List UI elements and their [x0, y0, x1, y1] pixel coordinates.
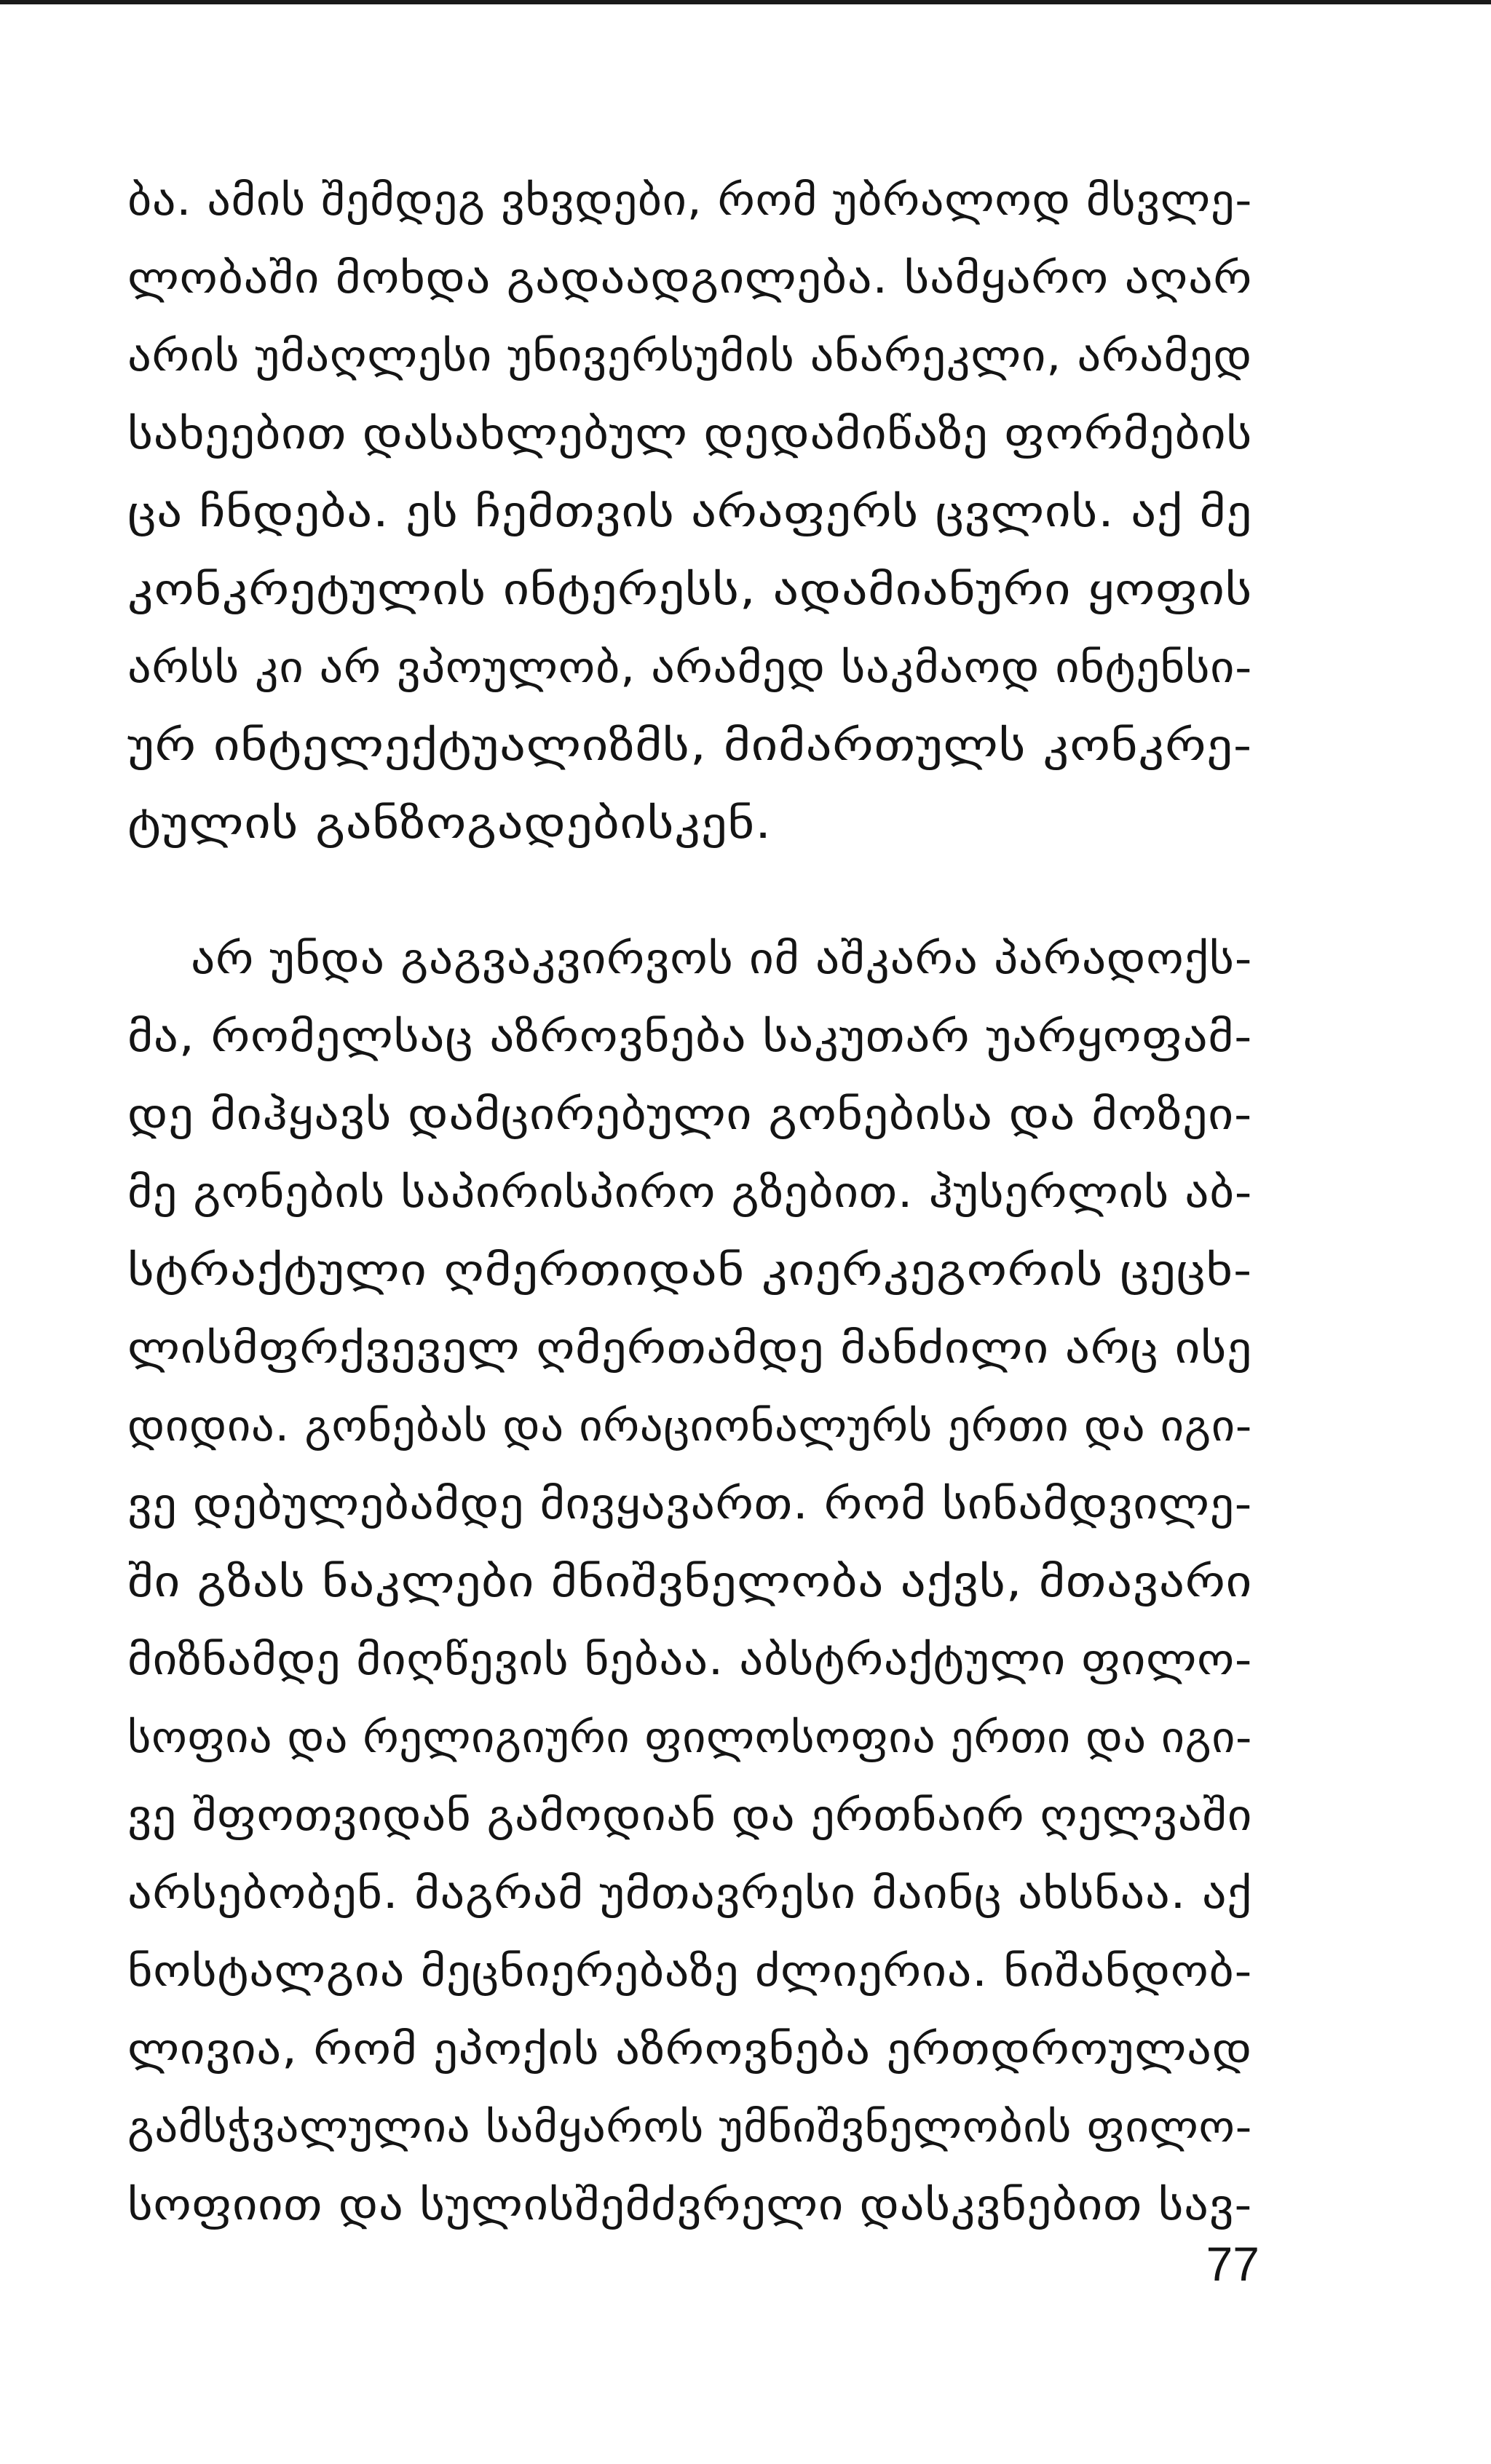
- paragraph-2-line-11: სოფია და რელიგიური ფილოსოფია ერთი და იგი-: [127, 1713, 1252, 1762]
- paragraph-2-line-16: გამსჭვალულია სამყაროს უმნიშვნელობის ფილო-: [127, 2102, 1253, 2152]
- paragraph-2-line-3: დე მიჰყავს დამცირებული გონებისა და მოზეი-: [127, 1090, 1253, 1139]
- paragraph-2-line-5: სტრაქტული ღმერთიდან კიერკეგორის ცეცხ-: [127, 1245, 1252, 1295]
- paragraph-2-line-17: სოფიით და სულისშემძვრელი დასკვნებით სავ-: [127, 2180, 1252, 2230]
- paragraph-1-line-9: ტულის განზოგადებისკენ.: [127, 799, 772, 848]
- paragraph-1-line-4: სახეებით დასახლებულ დედამიწაზე ფორმების: [127, 409, 1252, 459]
- paragraph-1-line-7: არსს კი არ ვპოულობ, არამედ საკმაოდ ინტენსი-: [127, 643, 1252, 692]
- paragraph-2-line-7: დიდია. გონებას და ირაციონალურს ერთი და იგი-: [127, 1401, 1252, 1451]
- paragraph-2-line-12: ვე შფოთვიდან გამოდიან და ერთნაირ ღელვაში: [127, 1791, 1252, 1840]
- page-number: 77: [1206, 2237, 1259, 2291]
- paragraph-2-line-13: არსებობენ. მაგრამ უმთავრესი მაინც ახსნაა. აქ: [127, 1869, 1252, 1918]
- paragraph-1-line-8: ურ ინტელექტუალიზმს, მიმართულს კონკრე-: [127, 721, 1252, 770]
- paragraph-2-line-4: მე გონების საპირისპირო გზებით. ჰუსერლის აბ-: [127, 1168, 1252, 1217]
- paragraph-2-line-8: ვე დებულებამდე მივყავართ. რომ სინამდვილე-: [127, 1479, 1252, 1529]
- paragraph-1-line-6: კონკრეტულის ინტერესს, ადამიანური ყოფის: [127, 565, 1252, 614]
- paragraph-2-line-6: ლისმფრქვეველ ღმერთამდე მანძილი არც ისე: [127, 1323, 1252, 1373]
- paragraph-1-line-3: არის უმაღლესი უნივერსუმის ანარეკლი, არამედ: [127, 331, 1253, 381]
- paragraph-2-line-14: ნოსტალგია მეცნიერებაზე ძლიერია. ნიშანდობ-: [127, 1946, 1252, 1996]
- paragraph-2-line-9: ში გზას ნაკლები მნიშვნელობა აქვს, მთავარი: [127, 1557, 1252, 1607]
- paragraph-1-line-1: ბა. ამის შემდეგ ვხვდები, რომ უბრალოდ მსვლე-: [127, 175, 1252, 225]
- paragraph-2-line-10: მიზნამდე მიღწევის ნებაა. აბსტრაქტული ფილო-: [127, 1635, 1252, 1684]
- paragraph-1-line-5: ცა ჩნდება. ეს ჩემთვის არაფერს ცვლის. აქ მე: [127, 487, 1252, 536]
- paragraph-2-line-1: არ უნდა გაგვაკვირვოს იმ აშკარა პარადოქს-: [191, 934, 1252, 983]
- paragraph-2-line-15: ლივია, რომ ეპოქის აზროვნება ერთდროულად: [127, 2024, 1252, 2074]
- paragraph-1-line-2: ლობაში მოხდა გადაადგილება. სამყარო აღარ: [127, 253, 1252, 303]
- paragraph-2-line-2: მა, რომელსაც აზროვნება საკუთარ უარყოფამ-: [127, 1012, 1252, 1061]
